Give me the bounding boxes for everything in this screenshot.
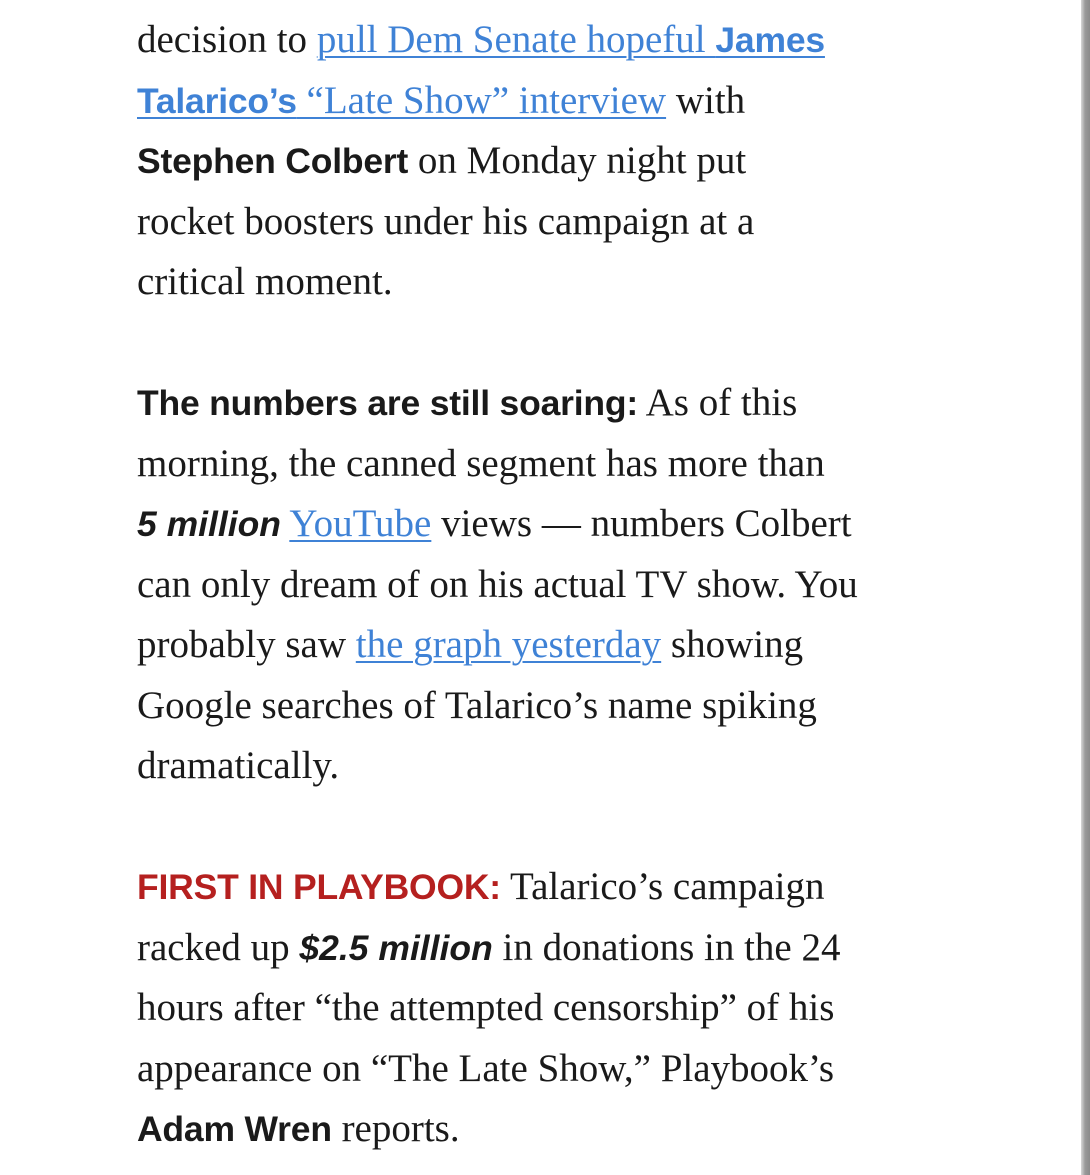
text: racked up (137, 925, 300, 969)
name-adam-wren: Adam Wren (137, 1109, 332, 1149)
text: probably saw (137, 623, 356, 666)
paragraph-first-in-playbook (137, 857, 967, 1160)
text: with (666, 78, 746, 122)
link-name-talarico[interactable]: Talarico’s (137, 80, 297, 121)
text: on Monday night put (408, 139, 747, 182)
text: in donations in the 24 (492, 925, 841, 969)
stat-5-million: 5 million (137, 504, 281, 544)
text: As of this (638, 381, 798, 424)
article-body (137, 10, 967, 1160)
stat-2-5-million: $2.5 million (299, 927, 493, 968)
link-text[interactable]: pull Dem Senate hopeful (316, 18, 716, 61)
text: rocket boosters under his campaign at a (137, 199, 755, 243)
text: appearance on “The Late Show,” Playbook’s (137, 1046, 835, 1090)
link-late-show-interview[interactable] (137, 79, 666, 122)
text: morning, the canned segment has more than (137, 441, 825, 485)
text: decision to (137, 18, 317, 61)
window-edge (1081, 0, 1090, 1175)
link-graph-yesterday[interactable]: the graph yesterday (355, 623, 662, 666)
text: can only dream of on his actual TV show. You (137, 562, 858, 606)
paragraph-numbers-soaring (137, 373, 967, 797)
text: hours after “the attempted censorship” of his (137, 986, 835, 1029)
link-youtube[interactable]: YouTube (289, 502, 432, 545)
text: views — numbers Colbert (431, 502, 852, 545)
text: Talarico’s campaign (500, 865, 825, 908)
name-stephen-colbert: Stephen Colbert (137, 141, 409, 181)
text: Google searches of Talarico’s name spiking (137, 683, 817, 727)
paragraph-colbert-interview (137, 10, 967, 313)
text: showing (661, 623, 804, 666)
text: critical moment. (137, 260, 393, 303)
text: dramatically. (137, 744, 340, 787)
link-name-james[interactable]: James (715, 20, 825, 60)
link-text[interactable]: “Late Show” interview (296, 78, 667, 122)
text: reports. (331, 1107, 460, 1150)
lead-in-numbers: The numbers are still soaring: (137, 383, 638, 423)
link-pull-interview[interactable] (317, 18, 825, 61)
label-first-in-playbook: FIRST IN PLAYBOOK: (137, 867, 501, 907)
